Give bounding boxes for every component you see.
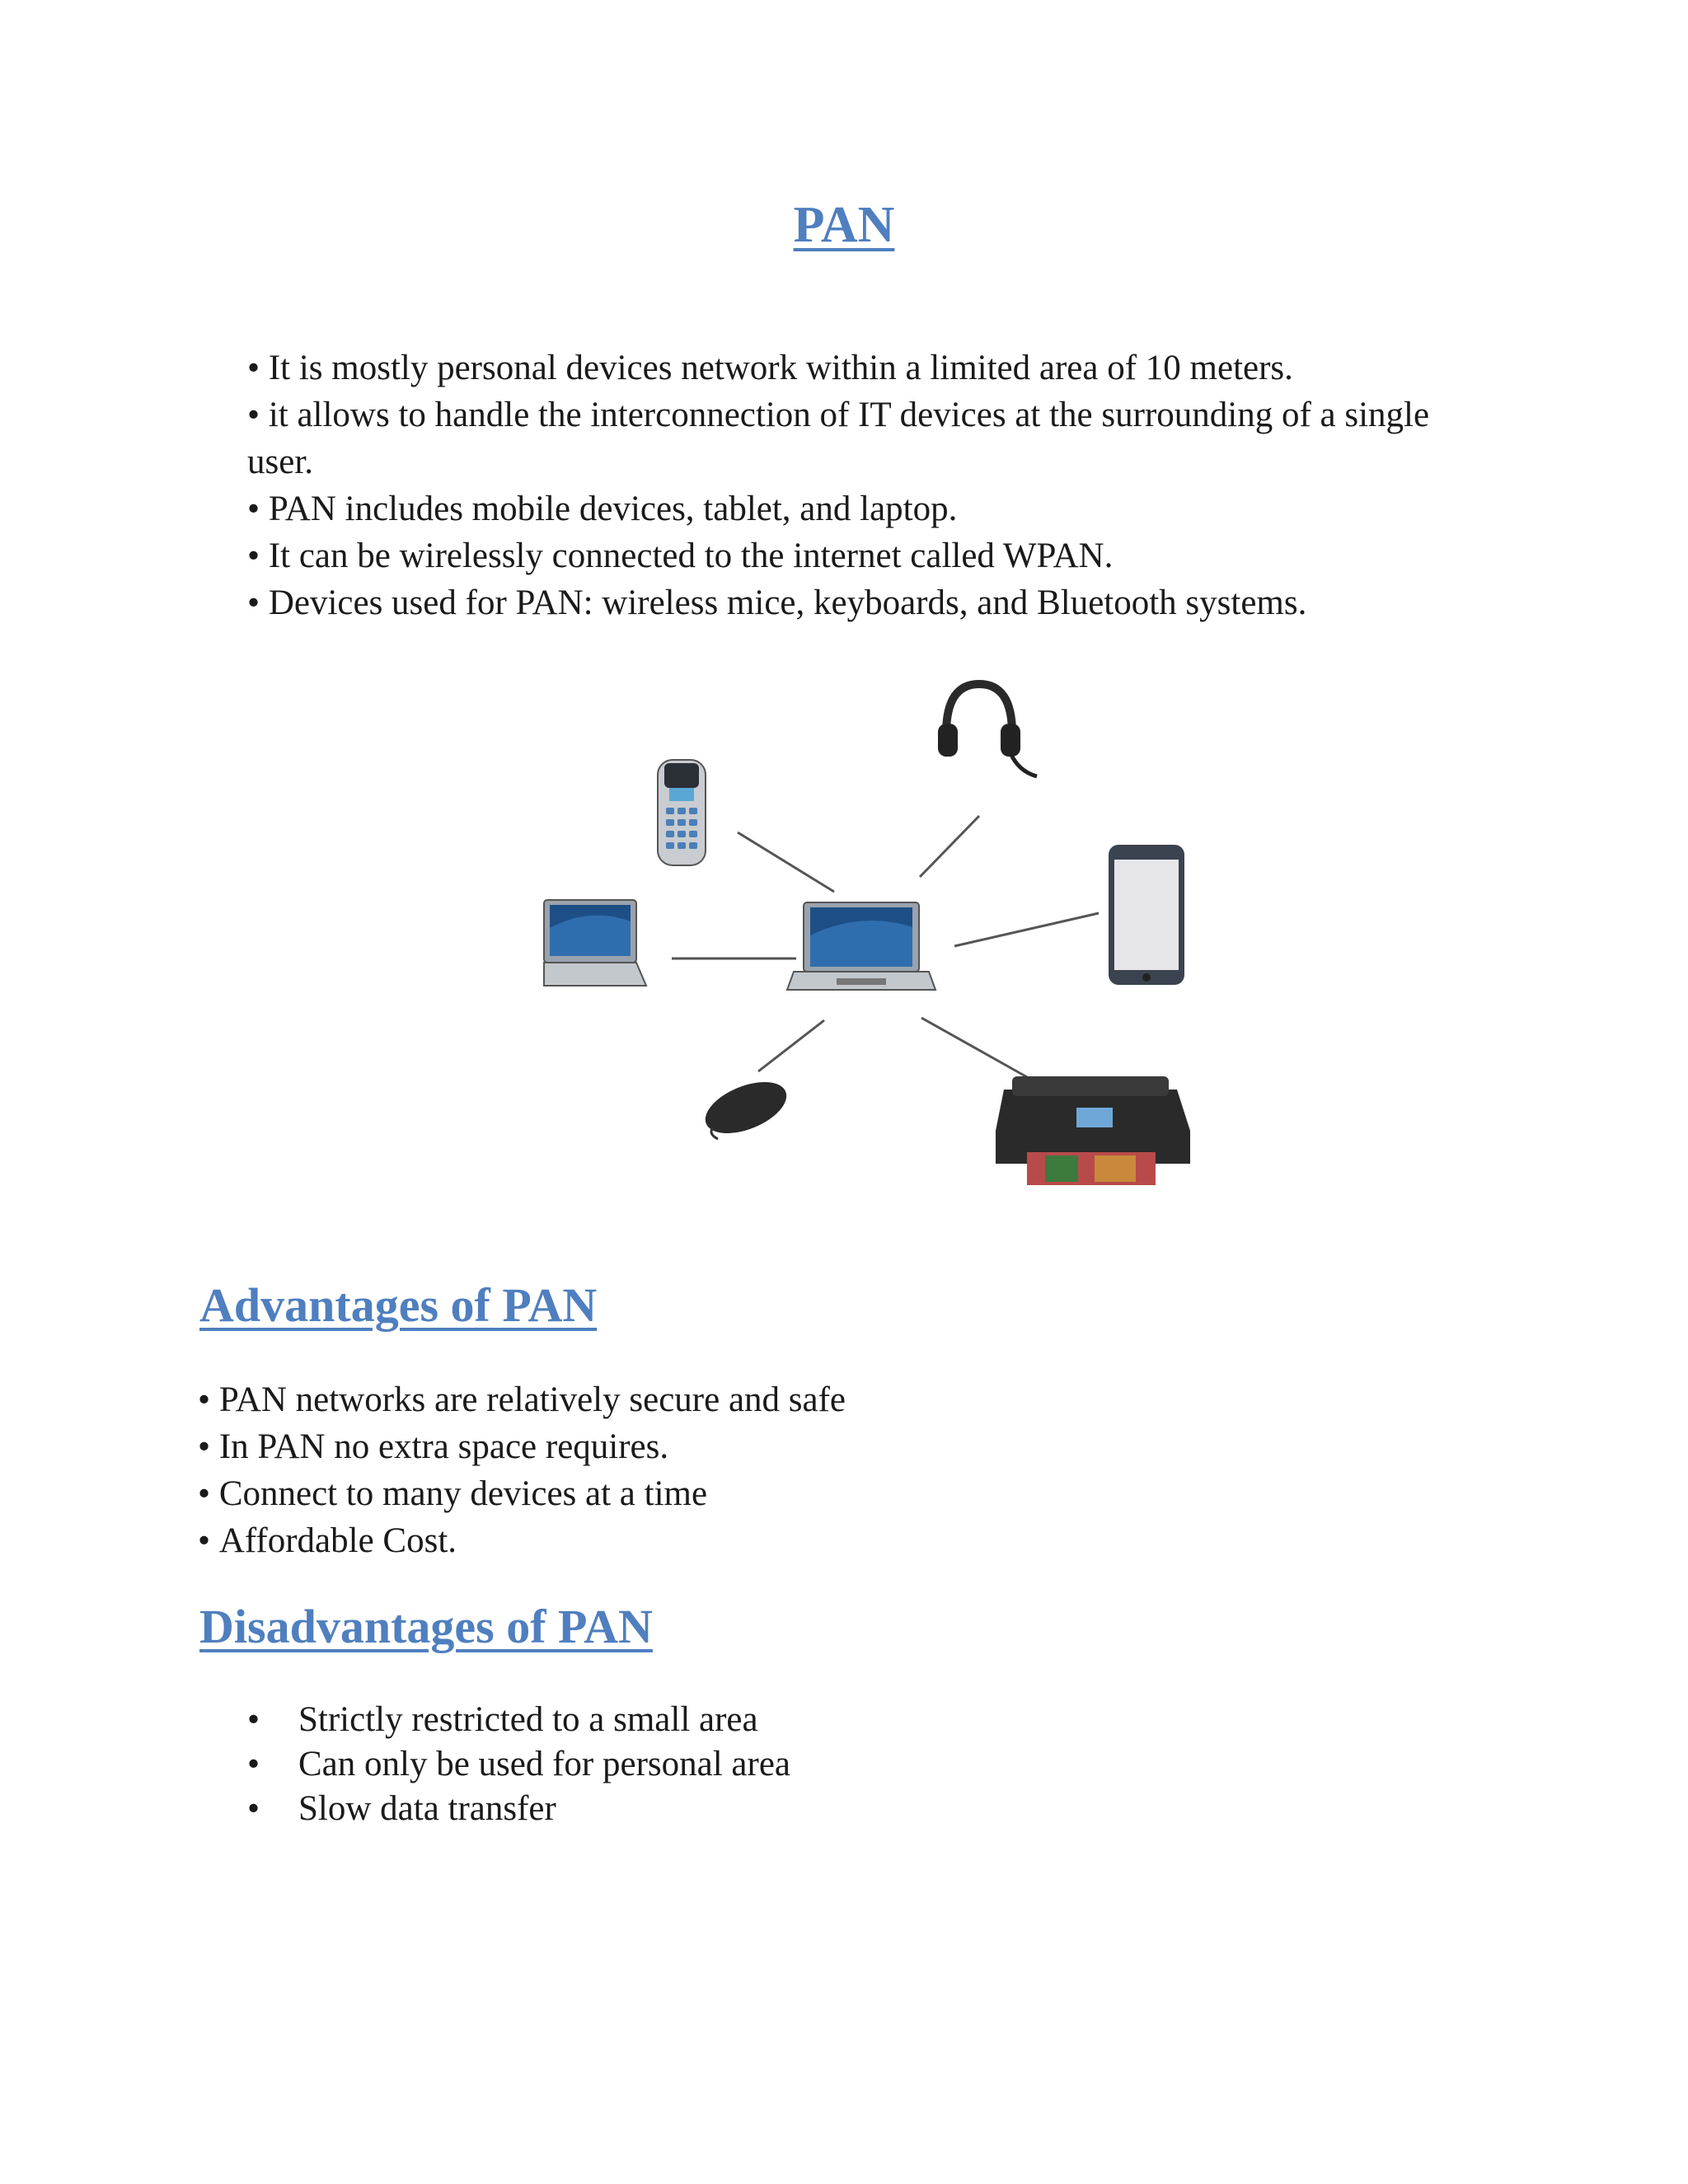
intro-bullet-list bbox=[247, 344, 1451, 626]
laptop-icon bbox=[544, 900, 646, 986]
list-item: • Affordable Cost. bbox=[198, 1517, 846, 1564]
disadvantages-list bbox=[247, 1698, 790, 1831]
connection-line bbox=[954, 913, 1099, 946]
list-item: • PAN networks are relatively secure and safe bbox=[198, 1376, 846, 1423]
laptop-icon bbox=[787, 902, 935, 990]
page-title: PAN bbox=[793, 197, 895, 253]
printer-icon bbox=[996, 1076, 1190, 1185]
connection-line bbox=[738, 832, 834, 892]
connection-line bbox=[921, 1018, 1029, 1078]
list-item: • It is mostly personal devices network within a limited area of 10 meters. bbox=[247, 344, 1451, 391]
connection-line bbox=[920, 816, 979, 877]
advantages-list bbox=[198, 1376, 846, 1564]
list-item: • Connect to many devices at a time bbox=[198, 1470, 846, 1517]
disadvantages-heading: Disadvantages of PAN bbox=[199, 1600, 653, 1653]
advantages-heading: Advantages of PAN bbox=[199, 1278, 598, 1332]
list-item: • Strictly restricted to a small area bbox=[247, 1698, 790, 1742]
list-item: • Devices used for PAN: wireless mice, keyboards, and Bluetooth systems. bbox=[247, 579, 1451, 626]
headset-icon bbox=[938, 684, 1037, 776]
list-item: • it allows to handle the interconnection of IT devices at the surrounding of a single user. bbox=[247, 391, 1451, 485]
list-item: • Slow data transfer bbox=[247, 1787, 790, 1831]
cordless-phone-icon bbox=[658, 760, 706, 865]
pan-network-diagram bbox=[528, 668, 1203, 1187]
list-item: • Can only be used for personal area bbox=[247, 1742, 790, 1787]
list-item: • PAN includes mobile devices, tablet, and laptop. bbox=[247, 485, 1451, 532]
list-item: • It can be wirelessly connected to the internet called WPAN. bbox=[247, 532, 1451, 579]
smartphone-icon bbox=[1109, 845, 1184, 985]
mouse-icon bbox=[698, 1071, 794, 1143]
connection-line bbox=[758, 1020, 824, 1071]
list-item: • In PAN no extra space requires. bbox=[198, 1423, 846, 1470]
